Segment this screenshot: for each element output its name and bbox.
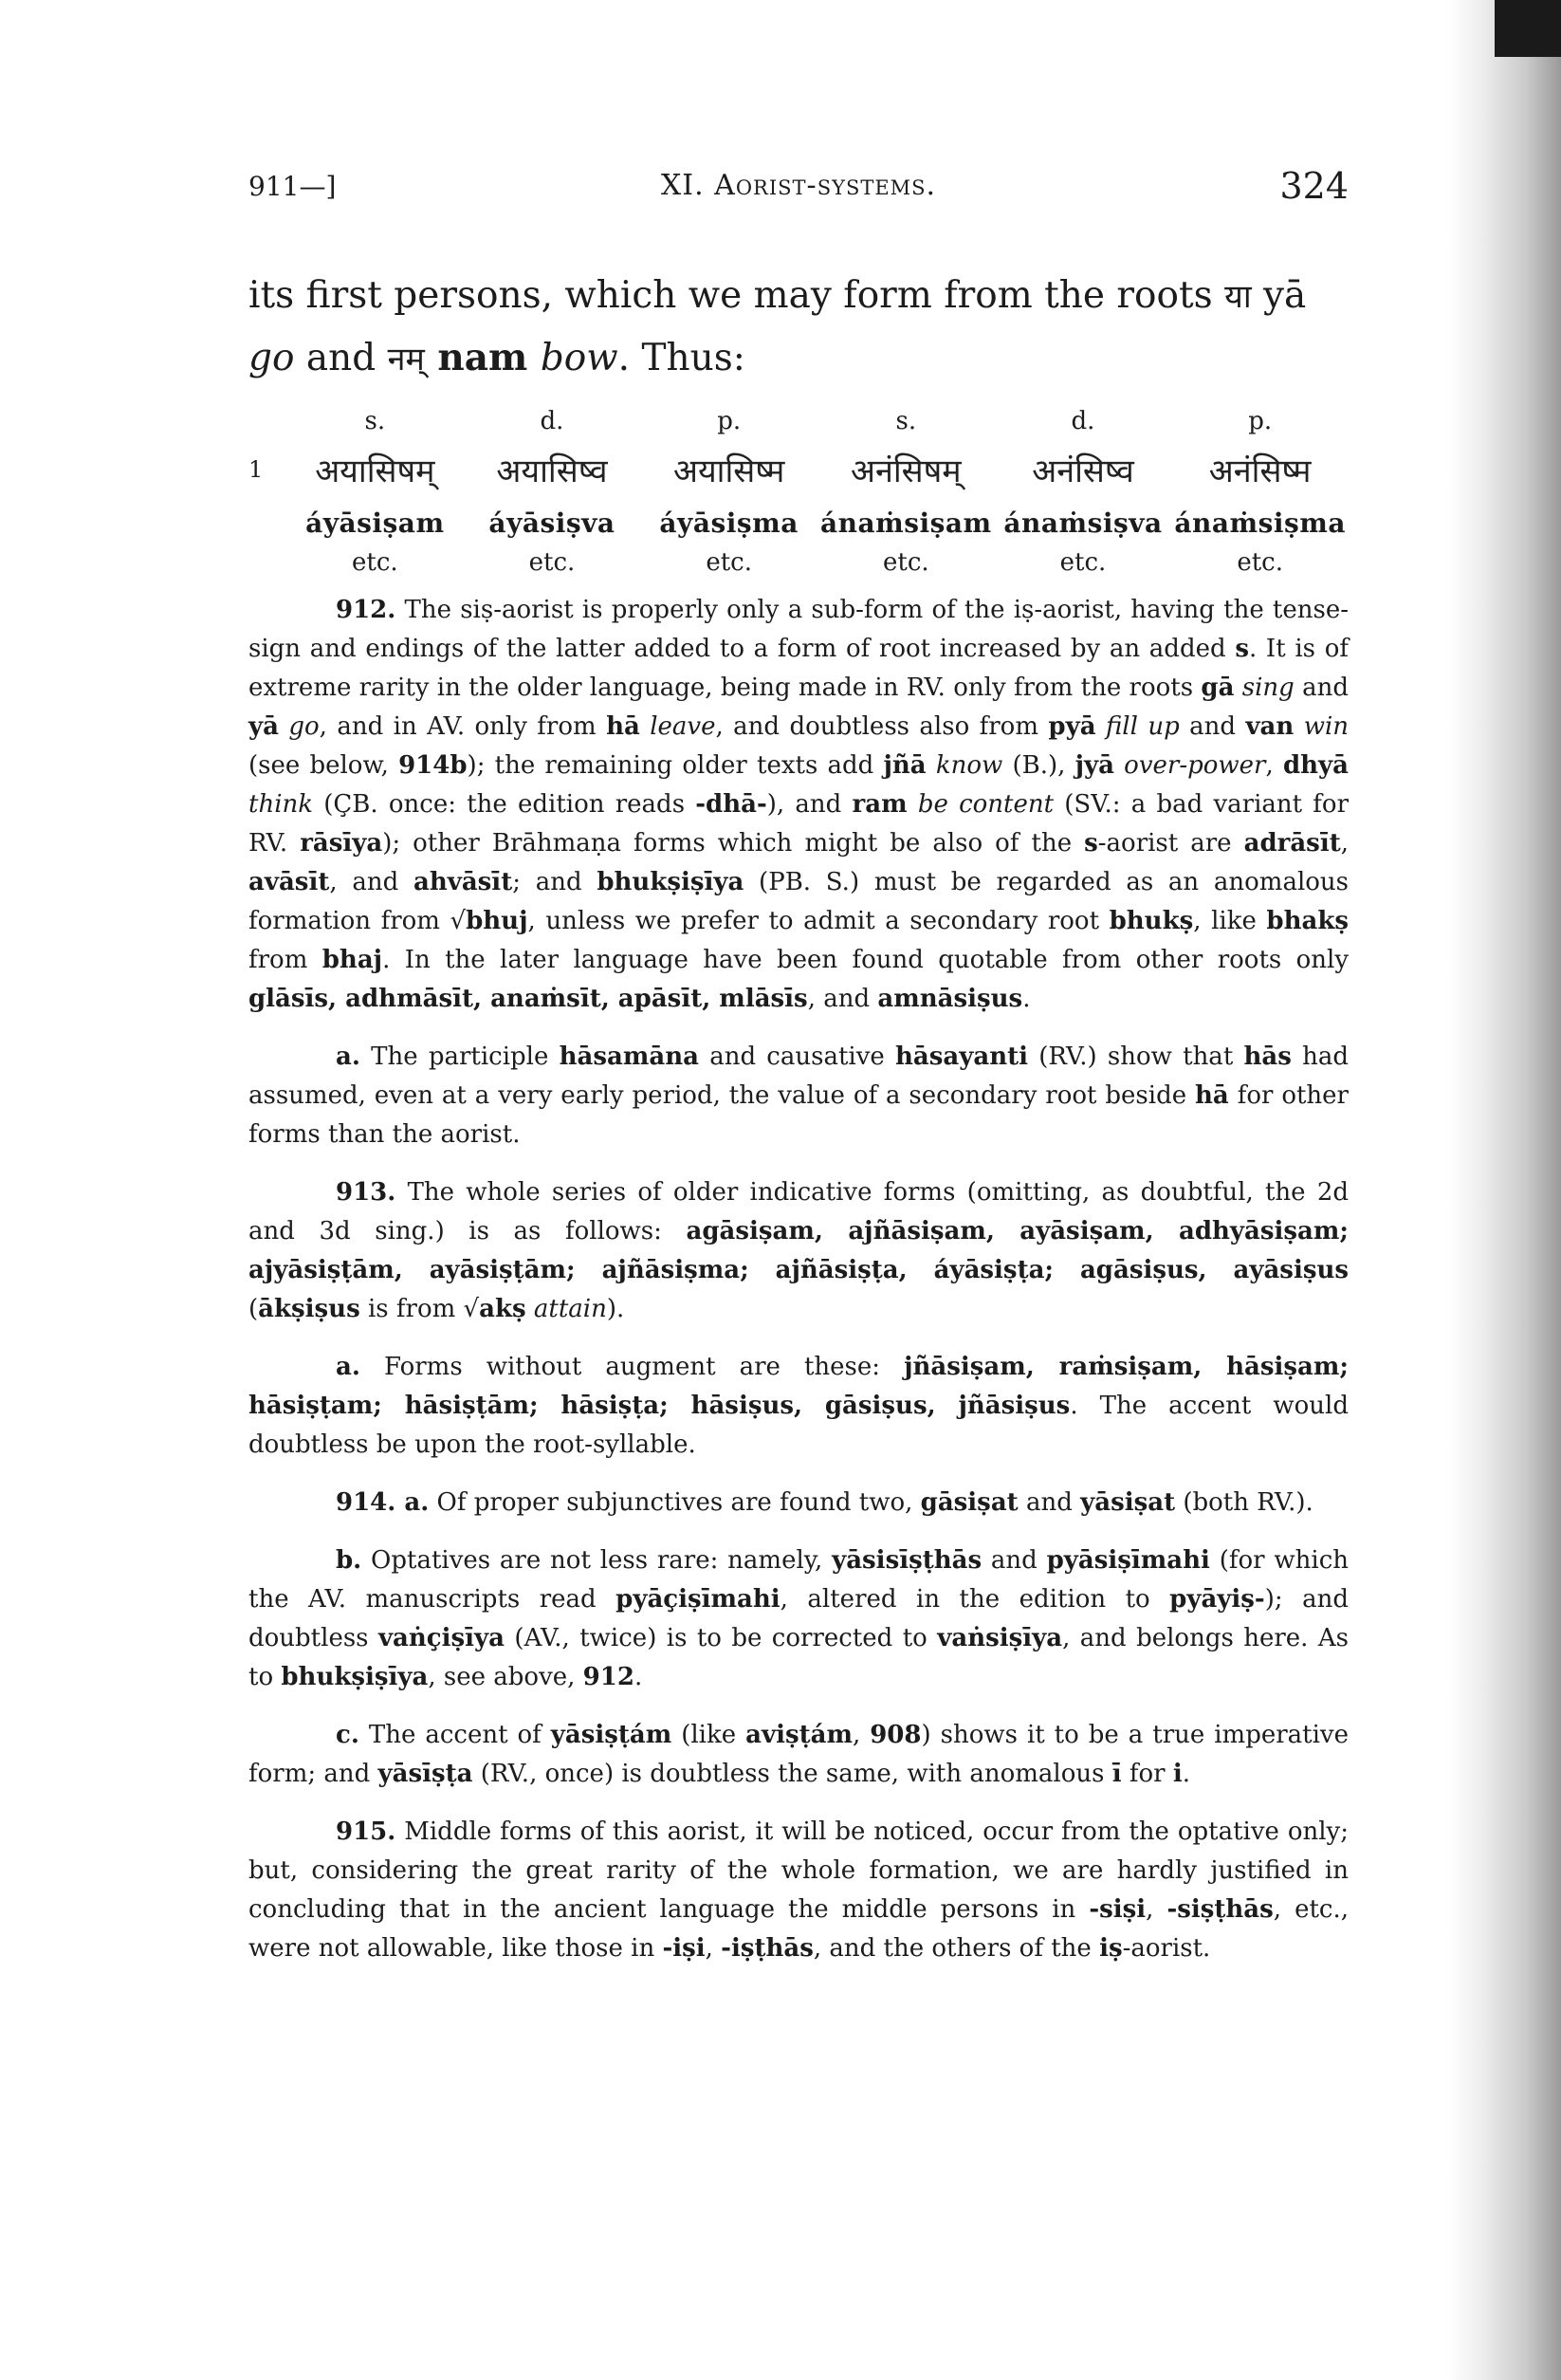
- section-ref: 911—]: [248, 171, 337, 202]
- paragraph-915: 915. Middle forms of this aorist, it will be noticed, occur from the optative only; but, considering the great rarity of the whole formation, we are hardly justified in concluding that in the ancient language the middle persons in -siṣi, -siṣṭhās, etc., were not allowable, like those in -iṣi, -iṣṭhās, and the others of the iṣ-aorist.: [248, 1817, 1349, 1963]
- paragraph-914b: b. Optatives are not less rare: namely, yāsisīṣṭhās and pyāsiṣīmahi (for which the AV. manuscripts read pyāçiṣīmahi, altered in the edition to pyāyiṣ-); and doubtless vaṅçiṣīya (AV., twice) is to be corrected to vaṅsiṣīya, and belongs here. As to bhukṣiṣīya, see above, 912.: [248, 1546, 1350, 1691]
- paradigm-transliteration: áyāsiṣam áyāsiṣva áyāsiṣma ánaṁsiṣam ánaṁsiṣva ánaṁsiṣma: [305, 507, 1347, 539]
- paradigm-row-number: 1: [248, 456, 264, 483]
- intro-paragraph: its first persons, which we may form from the roots या yā go and नम् nam bow. Thus:: [248, 274, 1307, 379]
- chapter-title: XI. Aorist-systems.: [660, 169, 937, 202]
- page-edge-shadow: [1447, 0, 1561, 2380]
- page-number: 324: [1279, 165, 1349, 207]
- scan-corner: [1495, 0, 1561, 57]
- paragraph-913a: a. Forms without augment are these: jñāsiṣam, raṁsiṣam, hāsiṣam; hāsiṣṭam; hāsiṣṭām; hāsiṣṭa; hāsiṣus, gāsiṣus, jñāsiṣus. The accent would doubtless be upon the root-syllable.: [248, 1353, 1350, 1459]
- paragraph-912: 912. The siṣ-aorist is properly only a sub-form of the iṣ-aorist, having the tense-sign and endings of the latter added to a form of root increased by an added s. It is of extreme rarity in the older language, being made in RV. only from the roots gā sing and yā go, and in AV. only from hā leave, and doubtless also from pyā fill up and van win (see below, 914b); the remaining older texts add jñā know (B.), jyā over-power, dhyā think (ÇB. once: the edition reads -dhā-), and ram be content (SV.: a bad variant for RV. rāsīya); other Brāhmaṇa forms which might be also of the s-aorist are adrāsīt, avāsīt, and ahvāsīt; and bhukṣiṣīya (PB. S.) must be regarded as an anomalous formation from √bhuj, unless we prefer to admit a secondary root bhukṣ, like bhakṣ from bhaj. In the later language have been found quotable from other roots only glāsīs, adhmāsīt, anaṁsīt, apāsīt, mlāsīs, and amnāsiṣus.: [248, 596, 1350, 1013]
- paradigm-devanagari: अयासिषम् अयासिष्व अयासिष्म अनंसिषम् अनंसिष्व अनंसिष्म: [315, 452, 1312, 490]
- book-page: [248, 152, 1349, 1968]
- running-header: [248, 152, 1349, 209]
- paradigm-etc: etc. etc. etc. etc. etc. etc.: [351, 548, 1283, 577]
- paragraph-912a: a. The participle hāsamāna and causative hāsayanti (RV.) show that hās had assumed, even at a very early period, the value of a secondary root beside hā for other forms than the aorist.: [248, 1042, 1350, 1149]
- paragraph-914: 914. a. Of proper subjunctives are found two, gāsiṣat and yāsiṣat (both RV.).: [336, 1488, 1313, 1517]
- paragraph-914c: c. The accent of yāsiṣṭám (like aviṣṭám, 908) shows it to be a true imperative form; and yāsīṣṭa (RV., once) is doubtless the same, with anomalous ī for i.: [248, 1721, 1350, 1788]
- body-text: [248, 591, 1349, 1968]
- paradigm-headers: s. d. p. s. d. p.: [364, 407, 1273, 435]
- paragraph-913: 913. The whole series of older indicative forms (omitting, as doubtful, the 2d and 3d sing.) is as follows: agāsiṣam, ajñāsiṣam, ayāsiṣam, adhyāsiṣam; ajyāsiṣṭām, ayāsiṣṭām; ajñāsiṣma; ajñāsiṣṭa, áyāsiṣṭa; agāsiṣus, ayāsiṣus (ākṣiṣus is from √akṣ attain).: [248, 1178, 1349, 1323]
- paradigm-table: [248, 407, 1349, 580]
